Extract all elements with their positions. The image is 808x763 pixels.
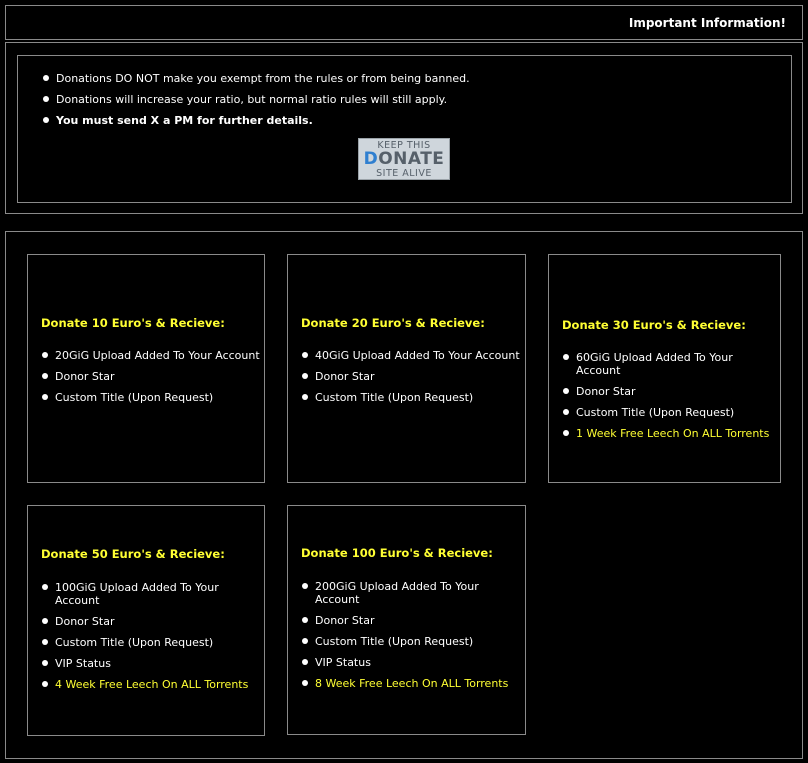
tier-benefit: Donor Star <box>301 614 525 627</box>
info-item: Donations DO NOT make you exempt from the rules or from being banned. <box>42 72 470 85</box>
tier-benefit: Donor Star <box>41 370 260 383</box>
tier-title: Donate 20 Euro's & Recieve: <box>301 316 485 330</box>
logo-line1: KEEP THIS <box>377 140 431 151</box>
tier-benefit: 100GiG Upload Added To Your Account <box>41 581 264 607</box>
tier-benefit: Custom Title (Upon Request) <box>562 406 780 419</box>
info-inner <box>17 55 792 203</box>
tier-benefit: Custom Title (Upon Request) <box>41 391 260 404</box>
tier-benefit-leech: 4 Week Free Leech On ALL Torrents <box>41 678 264 691</box>
tier-benefit: 60GiG Upload Added To Your Account <box>562 351 780 377</box>
tier-title: Donate 10 Euro's & Recieve: <box>41 316 225 330</box>
tier-card-30 <box>548 254 781 483</box>
header-title: Important Information! <box>628 16 786 30</box>
tier-benefit: Custom Title (Upon Request) <box>301 391 520 404</box>
info-item-pm: You must send X a PM for further details. <box>42 114 470 127</box>
tier-card-20 <box>287 254 526 483</box>
tier-card-10 <box>27 254 265 483</box>
tier-benefit-leech: 8 Week Free Leech On ALL Torrents <box>301 677 525 690</box>
tier-title: Donate 100 Euro's & Recieve: <box>301 546 493 560</box>
info-panel <box>5 42 803 214</box>
tier-title: Donate 30 Euro's & Recieve: <box>562 318 746 332</box>
tier-benefits <box>41 349 260 412</box>
tier-benefit: Custom Title (Upon Request) <box>301 635 525 648</box>
tier-benefits <box>301 580 525 698</box>
tier-card-100 <box>287 505 526 735</box>
logo-line3: SITE ALIVE <box>376 168 432 179</box>
tier-benefit: Donor Star <box>301 370 520 383</box>
tier-benefit-leech: 1 Week Free Leech On ALL Torrents <box>562 427 780 440</box>
tier-benefit: VIP Status <box>301 656 525 669</box>
tier-title: Donate 50 Euro's & Recieve: <box>41 547 225 561</box>
tier-benefits <box>41 581 264 699</box>
info-list <box>42 72 470 135</box>
tier-benefit: VIP Status <box>41 657 264 670</box>
tier-benefits <box>562 351 780 448</box>
donate-logo[interactable] <box>358 138 450 180</box>
info-item: Donations will increase your ratio, but normal ratio rules will still apply. <box>42 93 470 106</box>
tier-benefit: Donor Star <box>41 615 264 628</box>
tier-benefit: Donor Star <box>562 385 780 398</box>
tier-card-50 <box>27 505 265 736</box>
tier-benefit: 40GiG Upload Added To Your Account <box>301 349 520 362</box>
tier-benefit: Custom Title (Upon Request) <box>41 636 264 649</box>
tier-benefits <box>301 349 520 412</box>
header-bar <box>5 5 803 40</box>
tier-benefit: 200GiG Upload Added To Your Account <box>301 580 525 606</box>
tier-benefit: 20GiG Upload Added To Your Account <box>41 349 260 362</box>
logo-line2: DONATE <box>363 149 445 169</box>
